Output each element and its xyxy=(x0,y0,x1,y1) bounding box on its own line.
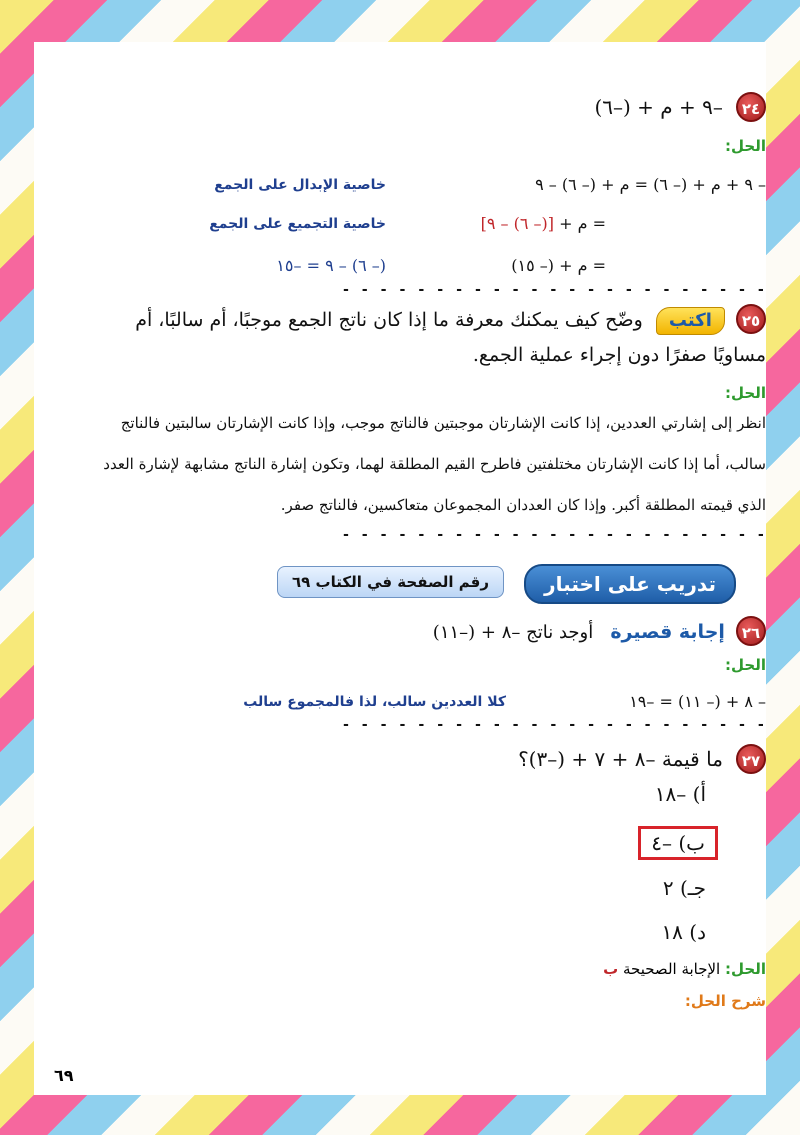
q25-answer-line3: الذي قيمته المطلقة أكبر. وإذا كان العددان المجموعان متعاكسين، فالناتج صفر. xyxy=(280,496,766,514)
divider-2: - - - - - - - - - - - - - - - - - - - - - - - xyxy=(341,527,766,543)
choice-d: د) ١٨ xyxy=(661,920,706,944)
q24-step2-math-a: = م + xyxy=(554,214,606,233)
q24-step2-math xyxy=(481,214,606,233)
q24-step1-math: – ٩ + م + (– ٦) = م + (– ٦) – ٩ xyxy=(535,175,766,194)
q24-step2-property: خاصية التجميع على الجمع xyxy=(209,216,386,232)
short-answer-tag: إجابة قصيرة xyxy=(610,621,725,643)
q24-step2-bracket: [(– ٦) – ٩] xyxy=(480,214,555,233)
q26-math: – ٨ + (– ١١) = –١٩ xyxy=(629,692,766,711)
practice-banner: تدريب على اختبار xyxy=(524,564,736,604)
write-badge: اكتب xyxy=(656,307,725,335)
q24-number-badge: ٢٤ xyxy=(736,92,766,122)
explain-label: شرح الحل: xyxy=(684,992,766,1010)
q25-answer-line1: انظر إلى إشارتي العددين، إذا كانت الإشارتان موجبتين فالناتج موجب، وإذا كانت الإشارتان سالبتين فالناتج xyxy=(120,414,766,432)
q25-header xyxy=(135,304,766,335)
page-number: ٦٩ xyxy=(54,1066,74,1085)
q24-step3-math: = م + (– ١٥) xyxy=(511,256,606,275)
q25-answer-line2: سالب، أما إذا كانت الإشارتان مختلفتين فاطرح القيم المطلقة لهما، وتكون إشارة الناتج مشابهة لإشارة العدد xyxy=(103,455,766,473)
q24-expression: –٩ + م + (–٦) xyxy=(594,95,723,119)
q27-header xyxy=(518,744,766,774)
q25-number-badge: ٢٥ xyxy=(736,304,766,334)
choice-a: أ) –١٨ xyxy=(654,782,706,806)
q26-prompt: أوجد ناتج –٨ + (–١١) xyxy=(432,622,594,643)
q26-header xyxy=(433,616,766,646)
choice-c: جـ) ٢ xyxy=(662,876,706,900)
q27-answer-text: الإجابة الصحيحة xyxy=(623,960,721,978)
q27-answer-line xyxy=(603,960,766,978)
q27-prompt: ما قيمة –٨ + ٧ + (–٣)؟ xyxy=(518,747,723,771)
q24-step3-side: (– ٦) – ٩ = –١٥ xyxy=(276,256,386,275)
q24-step1-property: خاصية الإبدال على الجمع xyxy=(214,177,386,193)
divider-1: - - - - - - - - - - - - - - - - - - - - - - - xyxy=(341,282,766,298)
q26-number-badge: ٢٦ xyxy=(736,616,766,646)
book-page-reference: رقم الصفحة في الكتاب ٦٩ xyxy=(277,566,504,598)
q27-number-badge: ٢٧ xyxy=(736,744,766,774)
q24-header xyxy=(594,92,766,122)
q27-answer-letter: ب xyxy=(603,960,619,978)
worksheet-page xyxy=(34,42,766,1095)
q27-solution-label: الحل: xyxy=(725,960,766,978)
q26-solution-label: الحل: xyxy=(725,656,766,674)
q25-line1: وضّح كيف يمكنك معرفة ما إذا كان ناتج الجمع موجبًا، أم سالبًا، أم xyxy=(135,309,643,331)
q25-solution-label: الحل: xyxy=(725,384,766,402)
q24-solution-label: الحل: xyxy=(725,137,766,155)
choice-b-highlighted: ب) –٤ xyxy=(638,826,718,860)
divider-3: - - - - - - - - - - - - - - - - - - - - - - - xyxy=(341,717,766,733)
q26-note: كلا العددين سالب، لذا فالمجموع سالب xyxy=(243,694,506,710)
q25-line2: مساويًا صفرًا دون إجراء عملية الجمع. xyxy=(472,344,766,366)
